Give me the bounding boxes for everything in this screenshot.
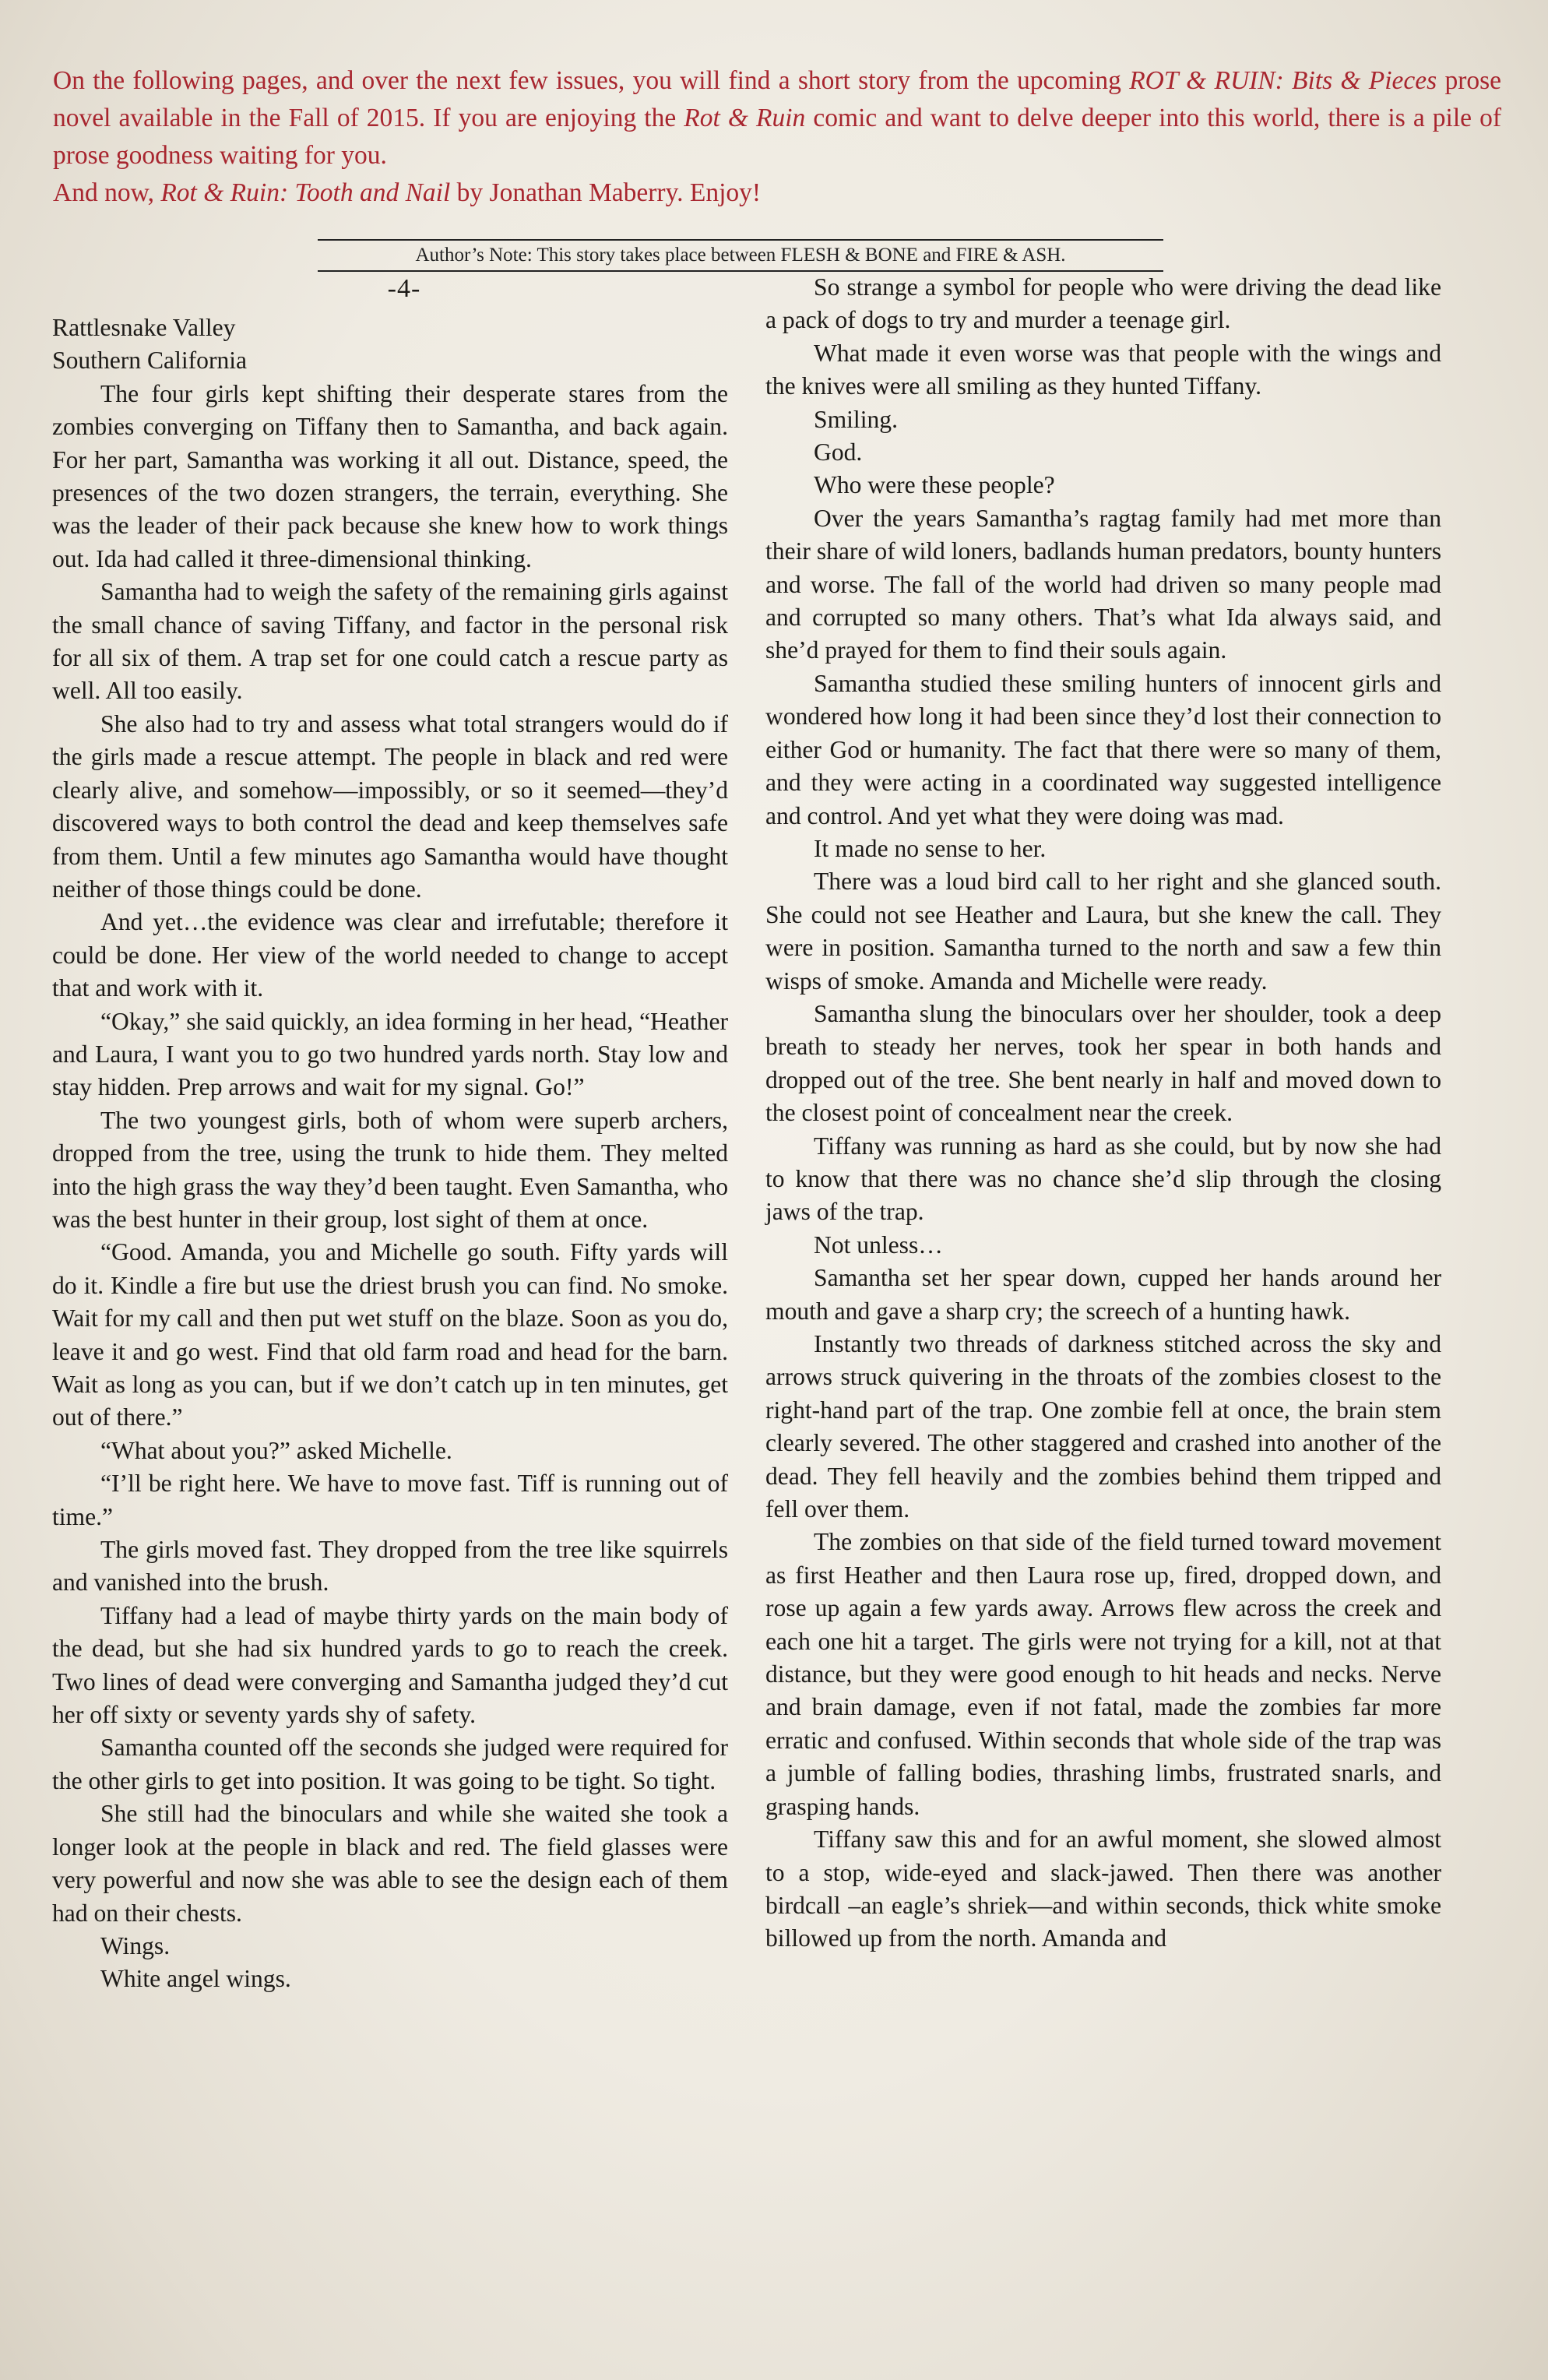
paragraph: Smiling. <box>814 405 898 433</box>
paragraph: Samantha set her spear down, cupped her hands around her mouth and gave a sharp cry; the screech of a hunting hawk. <box>765 1264 1441 1325</box>
paragraph: White angel wings. <box>100 1965 291 1993</box>
intro-text <box>53 62 1501 212</box>
paragraph: “I’ll be right here. We have to move fast. Tiff is running out of time.” <box>52 1470 728 1530</box>
paragraph: The four girls kept shifting their desperate stares from the zombies converging on Tiffany then to Samantha, and back again. For her part, Samantha was working it all out. Distance, speed, the presences of the two dozen strangers, the terrain, everything. She was the leader of their pack because she knew how to work things out. Ida had called it three-dimensional thinking. <box>52 379 728 572</box>
intro-text-1: On the following pages, and over the next few issues, you will find a short story from the upcoming <box>53 66 1130 95</box>
intro-text-3: comic and want to delve deeper into this world, there is a pile of prose goodness waiting for you. <box>53 104 1501 170</box>
location-line: Southern California <box>52 347 248 375</box>
right-column <box>765 271 1441 1956</box>
paragraph: Tiffany saw this and for an awful moment, she slowed almost to a stop, wide-eyed and slack-jawed. Then there was another birdcall –an eagle’s shriek—and within seconds, thick white smoke billowed up from the north. Amanda and <box>765 1825 1441 1952</box>
intro-text-5: by Jonathan Maberry. Enjoy! <box>450 178 762 207</box>
paragraph: Samantha counted off the seconds she judged were required for the other girls to get into position. It was going to be tight. So tight. <box>52 1734 728 1794</box>
paragraph: “Okay,” she said quickly, an idea forming in her head, “Heather and Laura, I want you to go two hundred yards north. Stay low and stay hidden. Prep arrows and wait for my signal. Go!” <box>52 1007 728 1101</box>
paragraph: It made no sense to her. <box>814 834 1047 862</box>
story-title: Rot & Ruin: Tooth and Nail <box>160 178 451 207</box>
paragraph: And yet…the evidence was clear and irrefutable; therefore it could be done. Her view of the world needed to change to accept that and work with it. <box>52 908 728 1002</box>
paragraph: The two youngest girls, both of whom were superb archers, dropped from the tree, using the trunk to hide them. They melted into the high grass the way they’d been taught. Even Samantha, who was the best hunter in their group, lost sight of them at once. <box>52 1106 728 1233</box>
comic-title: Rot & Ruin <box>684 104 806 132</box>
intro-text-2: prose novel available in the Fall of 2015. If you are enjoying the <box>53 66 1501 132</box>
intro-enjoy-line <box>53 174 1501 212</box>
paragraph: Instantly two threads of darkness stitched across the sky and arrows struck quivering in the throats of the zombies closest to the right-hand part of the trap. One zombie fell at once, the brain stem clearly severed. The other staggered and crashed into another of the dead. They fell heavily and the zombies behind them tripped and fell over them. <box>765 1330 1441 1523</box>
paragraph: “What about you?” asked Michelle. <box>100 1436 452 1464</box>
paragraph: There was a loud bird call to her right and she glanced south. She could not see Heather and Laura, but she knew the call. They were in position. Samantha turned to the north and saw a few thin wisps of smoke. Amanda and Michelle were ready. <box>765 868 1441 995</box>
left-column <box>52 271 728 1996</box>
paragraph: Samantha studied these smiling hunters of innocent girls and wondered how long it had been since they’d lost their connection to either God or humanity. The fact that there were so many of them, and they were acting in a coordinated way suggested intelligence and control. And yet what they were doing was mad. <box>765 669 1441 829</box>
paragraph: She still had the binoculars and while she waited she took a longer look at the people in black and red. The field glasses were very powerful and now she was able to see the design each of them had on their chests. <box>52 1800 728 1927</box>
paragraph: So strange a symbol for people who were driving the dead like a pack of dogs to try and murder a teenage girl. <box>765 273 1441 334</box>
intro-paragraph <box>53 62 1501 174</box>
location-line: Rattlesnake Valley <box>52 314 236 341</box>
paragraph: Who were these people? <box>814 471 1055 499</box>
paragraph: Tiffany was running as hard as she could, but by now she had to know that there was no chance she’d slip through the closing jaws of the trap. <box>765 1132 1441 1226</box>
paragraph: Not unless… <box>814 1230 943 1259</box>
intro-text-4: And now, <box>53 178 161 207</box>
chapter-number: -4- <box>387 274 421 303</box>
paragraph: What made it even worse was that people with the wings and the knives were all smiling as they hunted Tiffany. <box>765 339 1441 400</box>
paragraph: Samantha had to weigh the safety of the remaining girls against the small chance of saving Tiffany, and factor in the personal risk for all six of them. A trap set for one could catch a rescue party as well. All too easily. <box>52 578 728 705</box>
paragraph: The girls moved fast. They dropped from the tree like squirrels and vanished into the brush. <box>52 1536 728 1597</box>
book-title: ROT & RUIN: Bits & Pieces <box>1129 66 1437 95</box>
paragraph: Over the years Samantha’s ragtag family had met more than their share of wild loners, badlands human predators, bounty hunters and worse. The fall of the world had driven so many people mad and corrupted so many others. That’s what Ida always said, and she’d prayed for them to find their souls again. <box>765 504 1441 664</box>
paragraph: God. <box>814 438 863 466</box>
paragraph: She also had to try and assess what total strangers would do if the girls made a rescue attempt. The people in black and red were clearly alive, and somehow—impossibly, or so it seemed—they’d discovered ways to both control the dead and keep themselves safe from them. Until a few minutes ago Samantha would have thought neither of those things could be done. <box>52 709 728 903</box>
paragraph: The zombies on that side of the field turned toward movement as first Heather and then Laura rose up, fired, dropped down, and rose up again a few yards away. Arrows flew across the creek and each one hit a target. The girls were not trying for a kill, not at that distance, but they were good enough to hit heads and necks. Nerve and brain damage, even if not fatal, made the zombies far more erratic and confused. Within seconds that whole side of the trap was a jumble of falling bodies, thrashing limbs, frustrated snarls, and grasping hands. <box>765 1528 1441 1820</box>
author-note: Author’s Note: This story takes place between FLESH & BONE and FIRE & ASH. <box>318 239 1163 272</box>
paragraph: “Good. Amanda, you and Michelle go south. Fifty yards will do it. Kindle a fire but use the driest brush you can find. No smoke. Wait for my call and then put wet stuff on the blaze. Soon as you do, leave it and go west. Find that old farm road and head for the barn. Wait as long as you can, but if we don’t catch up in ten minutes, get out of there.” <box>52 1238 728 1431</box>
paragraph: Samantha slung the binoculars over her shoulder, took a deep breath to steady her nerves, took her spear in both hands and dropped out of the tree. She bent nearly in half and moved down to the closest point of concealment near the creek. <box>765 999 1441 1127</box>
paragraph: Tiffany had a lead of maybe thirty yards on the main body of the dead, but she had six hundred yards to go to reach the creek. Two lines of dead were converging and Samantha judged they’d cut her off sixty or seventy yards shy of safety. <box>52 1601 728 1729</box>
paragraph: Wings. <box>100 1931 171 1959</box>
